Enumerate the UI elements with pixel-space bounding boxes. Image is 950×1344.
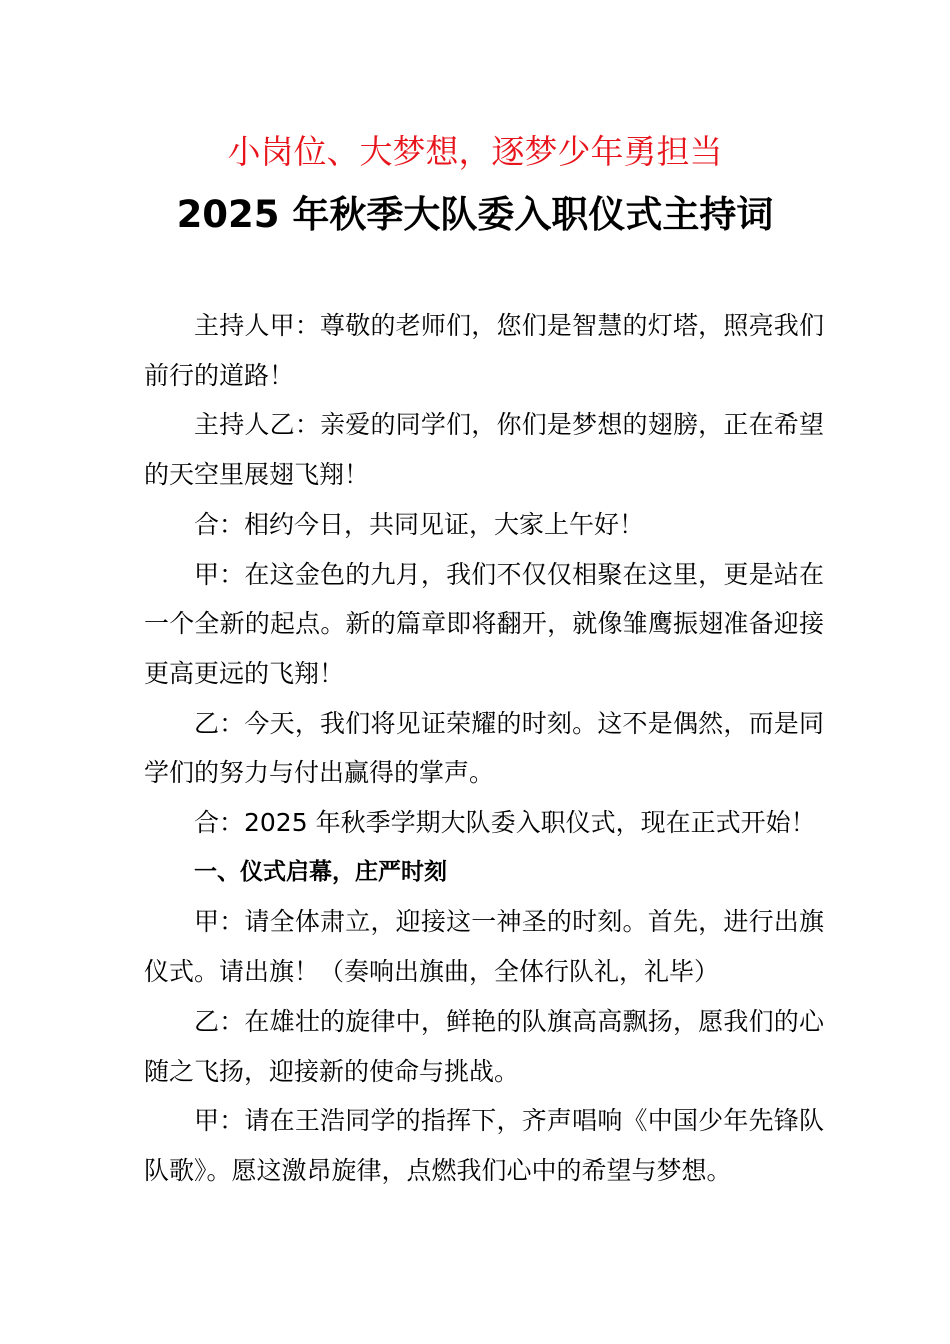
- paragraph-together-greeting: 合：相约今日，共同见证，大家上午好！: [194, 509, 645, 539]
- paragraph-a-september: 甲：在这金色的九月，我们不仅仅相聚在这里，更是站在一个全新的起点。新的篇章即将翻开，就像雏鹰振翅准备迎接更高更远的飞翔！: [144, 559, 824, 688]
- paragraph-b-glory: 乙：今天，我们将见证荣耀的时刻。这不是偶然，而是同学们的努力与付出赢得的掌声。: [144, 708, 824, 788]
- document-subtitle: 小岗位、大梦想，逐梦少年勇担当: [227, 132, 723, 171]
- paragraph-host-a-opening: 主持人甲：尊敬的老师们，您们是智慧的灯塔，照亮我们前行的道路！: [144, 311, 824, 390]
- paragraph-together-start: 合：2025 年秋季学期大队委入职仪式，现在正式开始！: [194, 808, 816, 838]
- paragraph-b-melody: 乙：在雄壮的旋律中，鲜艳的队旗高高飘扬，愿我们的心随之飞扬，迎接新的使命与挑战。: [144, 1006, 824, 1086]
- document-title: 2025 年秋季大队委入职仪式主持词: [176, 193, 774, 236]
- document-body: [144, 301, 824, 1196]
- section-heading: 一、仪式启幕，庄严时刻: [194, 858, 447, 885]
- paragraph-a-flag: 甲：请全体肃立，迎接这一神圣的时刻。首先，进行出旗仪式。请出旗！（奏响出旗曲，全体行队礼，礼毕）: [144, 907, 824, 987]
- paragraph-host-b-opening: 主持人乙：亲爱的同学们，你们是梦想的翅膀，正在希望的天空里展翅飞翔！: [144, 410, 824, 490]
- paragraph-a-anthem: 甲：请在王浩同学的指挥下，齐声唱响《中国少年先锋队队歌》。愿这激昂旋律，点燃我们心中的希望与梦想。: [144, 1106, 824, 1185]
